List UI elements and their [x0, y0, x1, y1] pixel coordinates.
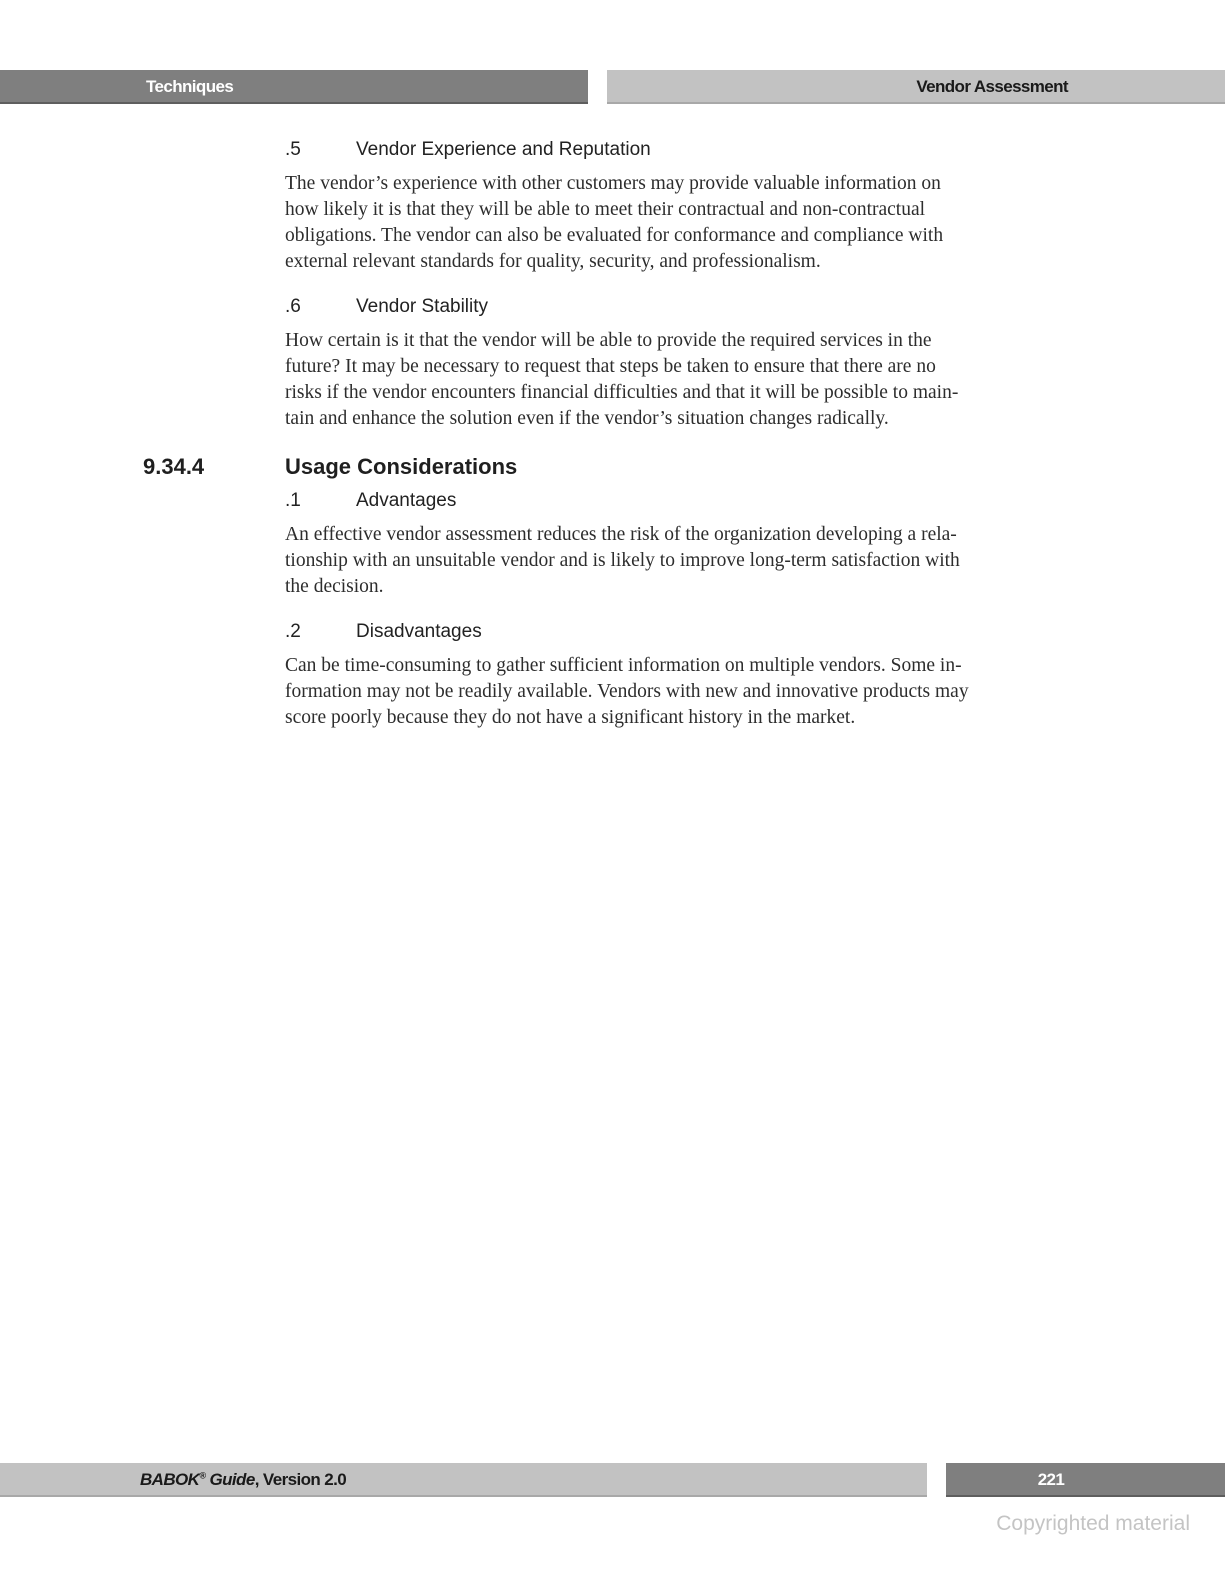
topic-label: Vendor Assessment — [916, 77, 1068, 96]
copyright-watermark: Copyrighted material — [996, 1512, 1190, 1535]
running-header-topic — [607, 70, 1225, 104]
guide-word: Guide — [205, 1470, 255, 1489]
subsection-heading — [285, 490, 456, 512]
subsection-body — [285, 522, 1073, 600]
body-line: risks if the vendor encounters financial difficulties and that it will be possible to main- — [285, 382, 959, 403]
subsection-body — [285, 328, 1073, 432]
body-line: tain and enhance the solution even if the vendor’s situation changes radically. — [285, 408, 889, 429]
book-title: BABOK — [140, 1470, 200, 1489]
body-line: formation may not be readily available. Vendors with new and innovative products may — [285, 681, 969, 702]
body-line: How certain is it that the vendor will be able to provide the required services in the — [285, 330, 932, 351]
subsection-heading — [285, 621, 482, 643]
subsection-number: .1 — [285, 490, 301, 511]
body-line: tionship with an unsuitable vendor and is likely to improve long-term satisfaction with — [285, 550, 960, 571]
subsection-heading — [285, 139, 651, 161]
subsection-number: .5 — [285, 139, 301, 160]
page-number: 221 — [1037, 1470, 1065, 1489]
registered-mark: ® — [199, 1470, 206, 1481]
body-line: Can be time-consuming to gather sufficient information on multiple vendors. Some in- — [285, 655, 962, 676]
body-line: obligations. The vendor can also be evaluated for conformance and compliance with — [285, 225, 944, 246]
subsection-title: Vendor Stability — [356, 296, 489, 317]
section-number: 9.34.4 — [143, 454, 205, 479]
subsection-heading — [285, 296, 488, 318]
page-number-box — [946, 1463, 1225, 1497]
section-label: Techniques — [146, 77, 234, 96]
subsection-body — [285, 171, 1073, 275]
body-line: future? It may be necessary to request that steps be taken to ensure that there are no — [285, 356, 936, 377]
body-line: The vendor’s experience with other customers may provide valuable information on — [285, 173, 941, 194]
section-title: Usage Considerations — [285, 454, 518, 479]
subsection-title: Disadvantages — [356, 621, 482, 642]
subsection-body — [285, 653, 1073, 731]
subsection-number: .6 — [285, 296, 301, 317]
body-line: score poorly because they do not have a significant history in the market. — [285, 707, 856, 728]
subsection-title: Advantages — [356, 490, 457, 511]
running-header-section — [0, 70, 588, 104]
subsection-number: .2 — [285, 621, 301, 642]
body-line: external relevant standards for quality, security, and professionalism. — [285, 251, 821, 272]
body-line: how likely it is that they will be able to meet their contractual and non-contractual — [285, 199, 926, 220]
running-footer-title — [0, 1463, 927, 1497]
book-version: , Version 2.0 — [254, 1470, 347, 1489]
body-line: the decision. — [285, 576, 384, 597]
body-line: An effective vendor assessment reduces the risk of the organization developing a rela- — [285, 524, 957, 545]
subsection-title: Vendor Experience and Reputation — [356, 139, 651, 160]
